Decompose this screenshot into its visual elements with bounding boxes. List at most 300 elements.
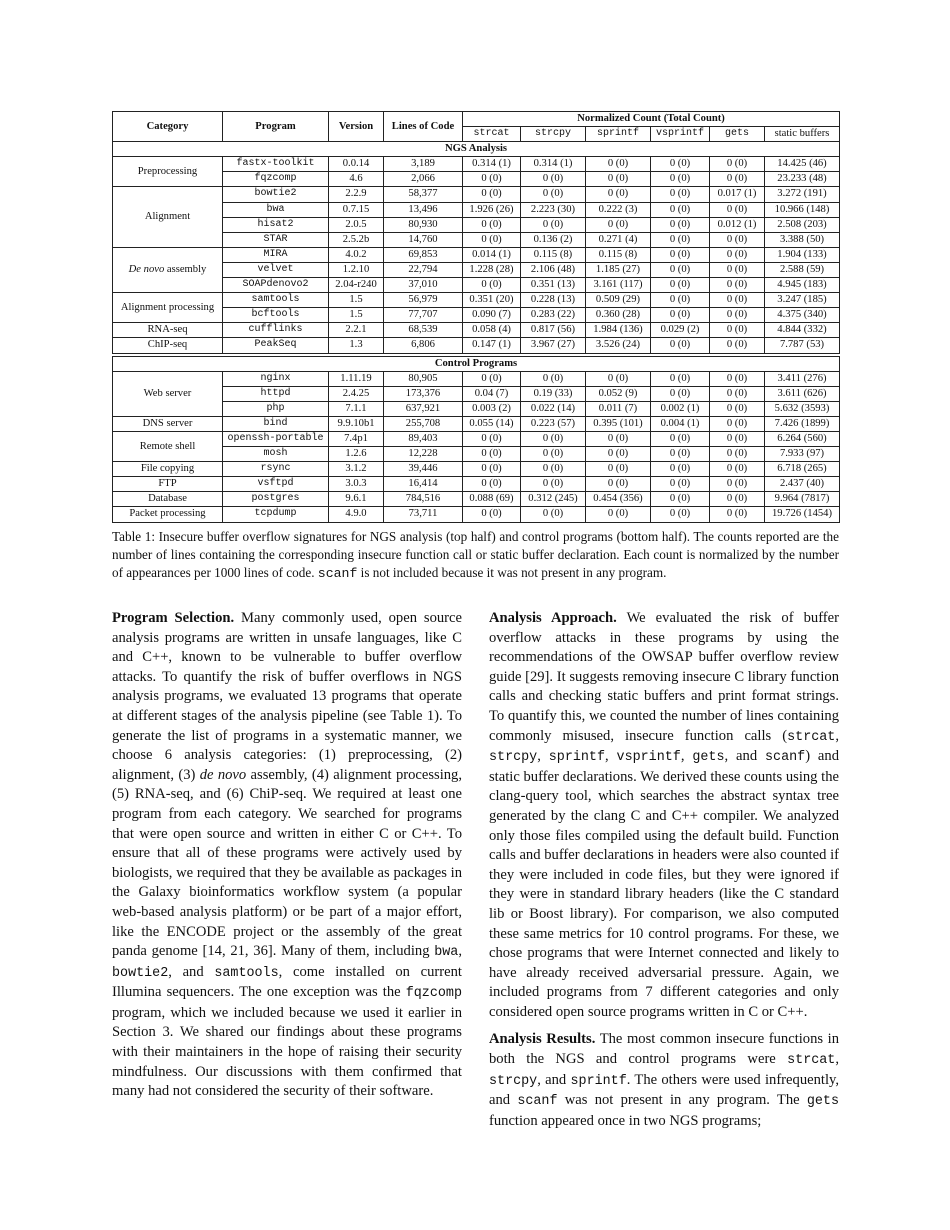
count-cell: 23.233 (48)	[765, 172, 840, 187]
count-cell: 6.264 (560)	[765, 431, 840, 446]
loc-cell: 37,010	[384, 278, 463, 293]
category-label: RNA-seq	[147, 324, 188, 336]
table-row	[113, 401, 840, 416]
version-cell: 1.5	[329, 308, 384, 323]
count-cell: 0.003 (2)	[463, 401, 521, 416]
count-cell: 1.185 (27)	[586, 262, 651, 277]
loc-cell: 12,228	[384, 447, 463, 462]
count-cell: 0.014 (1)	[463, 247, 521, 262]
table-row	[113, 507, 840, 522]
version-cell: 0.7.15	[329, 202, 384, 217]
count-cell: 0 (0)	[651, 187, 710, 202]
count-cell: 0.360 (28)	[586, 308, 651, 323]
inline-code: scanf	[765, 750, 806, 766]
count-cell: 0 (0)	[710, 386, 765, 401]
version-cell: 1.2.6	[329, 447, 384, 462]
count-cell: 0 (0)	[586, 431, 651, 446]
count-cell: 0.055 (14)	[463, 416, 521, 431]
count-cell: 0 (0)	[710, 262, 765, 277]
header-strcat: strcat	[463, 127, 521, 142]
loc-cell: 6,806	[384, 338, 463, 353]
version-cell: 9.6.1	[329, 492, 384, 507]
body-text: ,	[605, 748, 617, 765]
count-cell: 0 (0)	[521, 507, 586, 522]
count-cell: 7.933 (97)	[765, 447, 840, 462]
inline-code: sprintf	[570, 1073, 627, 1089]
loc-cell: 637,921	[384, 401, 463, 416]
count-cell: 1.904 (133)	[765, 247, 840, 262]
count-cell: 0.058 (4)	[463, 323, 521, 338]
category-label: assembly	[166, 263, 207, 275]
table-row	[113, 323, 840, 338]
analysis-approach-paragraph	[489, 609, 839, 1022]
count-cell: 0.19 (33)	[521, 386, 586, 401]
right-column	[489, 609, 839, 1139]
count-cell: 0.088 (69)	[463, 492, 521, 507]
count-cell: 0.052 (9)	[586, 386, 651, 401]
loc-cell: 13,496	[384, 202, 463, 217]
body-text: assembly, (4) alignment processing, (5) RNA-seq, and (6) ChiP-seq. We required at least one program from each category. We searched for programs that were open source and written in either C or C++. To ensure that all of these programs were actively used by biologists, we required that they be available as packages in the Galaxy bioinformatics workflow system (a popular web-based analysis platform) or be part of a major effort, like the ENCODE project or the assembly of the great panda genome [14, 21, 36]. Many of them, including	[112, 766, 463, 960]
count-cell: 0.314 (1)	[521, 157, 586, 172]
count-cell: 0.454 (356)	[586, 492, 651, 507]
body-text: function appeared once in two NGS programs;	[489, 1112, 762, 1129]
program-cell: postgres	[223, 492, 329, 507]
count-cell: 0.004 (1)	[651, 416, 710, 431]
count-cell: 0.351 (20)	[463, 293, 521, 308]
count-cell: 0 (0)	[710, 507, 765, 522]
analysis-approach-heading: Analysis Approach.	[489, 610, 617, 626]
version-cell: 2.0.5	[329, 217, 384, 232]
category-label: Packet processing	[129, 508, 206, 520]
count-cell: 19.726 (1454)	[765, 507, 840, 522]
count-cell: 0.115 (8)	[521, 247, 586, 262]
loc-cell: 58,377	[384, 187, 463, 202]
count-cell: 0 (0)	[710, 401, 765, 416]
loc-cell: 16,414	[384, 477, 463, 492]
inline-code: gets	[806, 1094, 840, 1110]
body-text: , and	[168, 963, 204, 980]
program-cell: velvet	[223, 262, 329, 277]
program-cell: fastx-toolkit	[223, 157, 329, 172]
version-cell: 4.0.2	[329, 247, 384, 262]
table-row	[113, 262, 840, 277]
table-row	[113, 447, 840, 462]
table-row	[113, 416, 840, 431]
header-normalized-count: Normalized Count (Total Count)	[463, 112, 840, 127]
count-cell: 7.787 (53)	[765, 338, 840, 353]
loc-cell: 89,403	[384, 431, 463, 446]
count-cell: 0 (0)	[586, 217, 651, 232]
version-cell: 4.9.0	[329, 507, 384, 522]
count-cell: 0 (0)	[710, 202, 765, 217]
count-cell: 0.017 (1)	[710, 187, 765, 202]
category-label: DNS server	[142, 417, 193, 429]
header-gets: gets	[710, 127, 765, 142]
inline-code: strcat	[787, 1053, 836, 1069]
program-cell: MIRA	[223, 247, 329, 262]
count-cell: 0 (0)	[710, 338, 765, 353]
header-sprintf: sprintf	[586, 127, 651, 142]
program-cell: PeakSeq	[223, 338, 329, 353]
category-cell	[113, 157, 223, 187]
count-cell: 5.632 (3593)	[765, 401, 840, 416]
table-row	[113, 338, 840, 353]
count-cell: 4.945 (183)	[765, 278, 840, 293]
count-cell: 0.395 (101)	[586, 416, 651, 431]
count-cell: 0 (0)	[710, 447, 765, 462]
count-cell: 0 (0)	[710, 247, 765, 262]
count-cell: 0 (0)	[651, 262, 710, 277]
program-selection-paragraph	[112, 609, 462, 1102]
version-cell: 2.5.2b	[329, 232, 384, 247]
category-cell	[113, 338, 223, 353]
count-cell: 2.588 (59)	[765, 262, 840, 277]
section-title: Control Programs	[113, 356, 840, 371]
version-cell: 3.0.3	[329, 477, 384, 492]
category-cell	[113, 431, 223, 461]
inline-code: gets	[692, 750, 725, 766]
inline-code: strcpy	[489, 750, 538, 766]
count-cell: 0 (0)	[521, 462, 586, 477]
count-cell: 0.029 (2)	[651, 323, 710, 338]
analysis-results-paragraph	[489, 1030, 839, 1131]
section-title: NGS Analysis	[113, 142, 840, 157]
caption-text: Insecure buffer overflow signatures for NGS analysis (top half) and control programs (bottom half). The counts reported are the number of lines containing the corresponding insecure function call or static buffer declaration. Each count is normalized by the number of appearances per 1000 lines of code.	[112, 529, 840, 580]
inline-code: strcpy	[489, 1073, 538, 1089]
program-cell: httpd	[223, 386, 329, 401]
inline-code: samtools	[214, 965, 279, 981]
count-cell: 0 (0)	[521, 172, 586, 187]
count-cell: 3.161 (117)	[586, 278, 651, 293]
program-cell: rsync	[223, 462, 329, 477]
table-caption	[112, 528, 839, 583]
count-cell: 3.411 (276)	[765, 371, 840, 386]
loc-cell: 39,446	[384, 462, 463, 477]
header-lines-of-code: Lines of Code	[384, 112, 463, 142]
count-cell: 0.115 (8)	[586, 247, 651, 262]
count-cell: 0 (0)	[651, 217, 710, 232]
version-cell: 3.1.2	[329, 462, 384, 477]
count-cell: 0 (0)	[463, 431, 521, 446]
category-cell	[113, 462, 223, 477]
section-header-row	[113, 142, 840, 157]
count-cell: 0 (0)	[586, 172, 651, 187]
category-cell	[113, 492, 223, 507]
body-text: was not present in any program. The	[564, 1092, 800, 1109]
count-cell: 0.312 (245)	[521, 492, 586, 507]
count-cell: 2.508 (203)	[765, 217, 840, 232]
table-row	[113, 247, 840, 262]
count-cell: 0.314 (1)	[463, 157, 521, 172]
category-cell	[113, 416, 223, 431]
count-cell: 0 (0)	[710, 293, 765, 308]
version-cell: 4.6	[329, 172, 384, 187]
category-cell	[113, 477, 223, 492]
category-label: Alignment	[144, 211, 191, 223]
count-cell: 0 (0)	[710, 371, 765, 386]
version-cell: 7.1.1	[329, 401, 384, 416]
header-category: Category	[113, 112, 223, 142]
count-cell: 6.718 (265)	[765, 462, 840, 477]
program-cell: bcftools	[223, 308, 329, 323]
table-row	[113, 477, 840, 492]
category-cell	[113, 323, 223, 338]
count-cell: 3.967 (27)	[521, 338, 586, 353]
program-cell: SOAPdenovo2	[223, 278, 329, 293]
program-cell: bwa	[223, 202, 329, 217]
count-cell: 0 (0)	[586, 371, 651, 386]
count-cell: 0.04 (7)	[463, 386, 521, 401]
category-cell	[113, 371, 223, 416]
program-cell: bind	[223, 416, 329, 431]
count-cell: 0.817 (56)	[521, 323, 586, 338]
loc-cell: 56,979	[384, 293, 463, 308]
count-cell: 0 (0)	[463, 172, 521, 187]
count-cell: 0 (0)	[710, 308, 765, 323]
count-cell: 0 (0)	[651, 371, 710, 386]
body-text: . The others were used infrequently, and	[489, 1071, 839, 1109]
category-cell	[113, 187, 223, 247]
program-cell: fqzcomp	[223, 172, 329, 187]
body-text: , and	[537, 1071, 567, 1088]
count-cell: 0 (0)	[463, 187, 521, 202]
table-row	[113, 308, 840, 323]
version-cell: 9.9.10b1	[329, 416, 384, 431]
count-cell: 0 (0)	[651, 507, 710, 522]
count-cell: 7.426 (1899)	[765, 416, 840, 431]
header-version: Version	[329, 112, 384, 142]
analysis-results-heading: Analysis Results.	[489, 1031, 596, 1048]
program-cell: openssh-portable	[223, 431, 329, 446]
count-cell: 0 (0)	[463, 447, 521, 462]
body-text: Many commonly used, open source analysis programs are written in unsafe languages, like C and C++, known to be vulnerable to buffer overflow attacks. To quantify the risk of buffer overflows in NGS analysis programs, we evaluated 13 programs that operate at different stages of the analysis pipeline (see Table 1). To generate the list of programs in a systematic manner, we choose 6 analysis categories: (1) preprocessing, (2) alignment, (3)	[112, 610, 462, 783]
program-cell: hisat2	[223, 217, 329, 232]
body-text: ,	[537, 748, 549, 765]
version-cell: 7.4p1	[329, 431, 384, 446]
inline-code: bowtie2	[112, 965, 169, 981]
program-cell: nginx	[223, 371, 329, 386]
count-cell: 0 (0)	[710, 477, 765, 492]
count-cell: 0 (0)	[651, 202, 710, 217]
program-cell: STAR	[223, 232, 329, 247]
count-cell: 14.425 (46)	[765, 157, 840, 172]
count-cell: 10.966 (148)	[765, 202, 840, 217]
category-label: ChIP-seq	[147, 339, 188, 351]
count-cell: 0 (0)	[521, 371, 586, 386]
count-cell: 2.106 (48)	[521, 262, 586, 277]
table-row	[113, 157, 840, 172]
table-row	[113, 462, 840, 477]
version-cell: 1.2.10	[329, 262, 384, 277]
count-cell: 0.002 (1)	[651, 401, 710, 416]
count-cell: 0 (0)	[463, 232, 521, 247]
program-cell: tcpdump	[223, 507, 329, 522]
count-cell: 0 (0)	[710, 492, 765, 507]
table-row	[113, 217, 840, 232]
count-cell: 0 (0)	[463, 371, 521, 386]
count-cell: 0 (0)	[651, 338, 710, 353]
header-vsprintf: vsprintf	[651, 127, 710, 142]
body-text: ) and static buffer declarations. We derived these counts using the clang-query tool, which searches the abstract syntax tree generated by the clang C and C++ compiler. We analyzed only those files compiled using the default build. Function calls and buffer declarations in headers were also counted if they were included in code files, but they were ignored if they were in standard library headers (like the C standard lib or Boost library). For comparison, we also computed these same metrics for 10 control programs. For these, we chose programs that were Internet connected and likely to have already received adversarial pressure. Again, we included programs from 7 different categories and only considered open source programs written in C or C++.	[489, 748, 839, 1020]
version-cell: 1.5	[329, 293, 384, 308]
count-cell: 3.388 (50)	[765, 232, 840, 247]
loc-cell: 73,711	[384, 507, 463, 522]
count-cell: 0.011 (7)	[586, 401, 651, 416]
count-cell: 4.844 (332)	[765, 323, 840, 338]
body-text: ,	[458, 943, 462, 960]
program-selection-heading: Program Selection.	[112, 610, 235, 626]
body-text: , come installed on current Illumina sequencers. The one exception was the	[112, 963, 462, 1001]
body-italic: de novo	[199, 766, 247, 783]
count-cell: 0 (0)	[710, 462, 765, 477]
loc-cell: 2,066	[384, 172, 463, 187]
loc-cell: 22,794	[384, 262, 463, 277]
count-cell: 0 (0)	[651, 386, 710, 401]
program-cell: vsftpd	[223, 477, 329, 492]
count-cell: 0 (0)	[586, 462, 651, 477]
section-header-row	[113, 356, 840, 371]
count-cell: 0 (0)	[586, 477, 651, 492]
category-label: FTP	[158, 478, 177, 490]
body-text: ,	[680, 748, 693, 765]
count-cell: 2.437 (40)	[765, 477, 840, 492]
inline-code: fqzcomp	[405, 986, 462, 1002]
version-cell: 0.0.14	[329, 157, 384, 172]
table-row	[113, 293, 840, 308]
loc-cell: 69,853	[384, 247, 463, 262]
program-cell: samtools	[223, 293, 329, 308]
count-cell: 1.228 (28)	[463, 262, 521, 277]
count-cell: 0 (0)	[651, 477, 710, 492]
category-cell	[113, 293, 223, 323]
count-cell: 0 (0)	[651, 247, 710, 262]
count-cell: 0 (0)	[710, 172, 765, 187]
body-text: ,	[835, 727, 839, 744]
count-cell: 0.022 (14)	[521, 401, 586, 416]
count-cell: 0 (0)	[586, 507, 651, 522]
table-row	[113, 386, 840, 401]
table-row	[113, 202, 840, 217]
loc-cell: 3,189	[384, 157, 463, 172]
count-cell: 2.223 (30)	[521, 202, 586, 217]
category-label: Preprocessing	[137, 165, 198, 177]
count-cell: 0.147 (1)	[463, 338, 521, 353]
loc-cell: 80,930	[384, 217, 463, 232]
inline-code: vsprintf	[616, 750, 681, 766]
left-column	[112, 609, 462, 1110]
count-cell: 0 (0)	[521, 187, 586, 202]
loc-cell: 68,539	[384, 323, 463, 338]
count-cell: 0 (0)	[651, 293, 710, 308]
inline-code: scanf	[517, 1094, 558, 1110]
version-cell: 1.3	[329, 338, 384, 353]
count-cell: 0 (0)	[463, 278, 521, 293]
count-cell: 0 (0)	[463, 477, 521, 492]
count-cell: 0.136 (2)	[521, 232, 586, 247]
count-cell: 0 (0)	[651, 431, 710, 446]
count-cell: 0 (0)	[710, 416, 765, 431]
count-cell: 0.271 (4)	[586, 232, 651, 247]
loc-cell: 173,376	[384, 386, 463, 401]
count-cell: 0 (0)	[463, 462, 521, 477]
count-cell: 0 (0)	[651, 308, 710, 323]
version-cell: 2.4.25	[329, 386, 384, 401]
count-cell: 0 (0)	[586, 447, 651, 462]
results-table	[112, 111, 840, 523]
body-text: , and	[724, 748, 765, 765]
count-cell: 0 (0)	[651, 447, 710, 462]
count-cell: 0 (0)	[521, 477, 586, 492]
header-program: Program	[223, 112, 329, 142]
table-row	[113, 431, 840, 446]
table-body	[113, 142, 840, 522]
category-label: Remote shell	[139, 440, 196, 452]
count-cell: 0 (0)	[463, 217, 521, 232]
count-cell: 4.375 (340)	[765, 308, 840, 323]
count-cell: 0 (0)	[651, 492, 710, 507]
loc-cell: 80,905	[384, 371, 463, 386]
count-cell: 0.509 (29)	[586, 293, 651, 308]
inline-code: sprintf	[548, 750, 605, 766]
count-cell: 0 (0)	[463, 507, 521, 522]
count-cell: 0 (0)	[521, 447, 586, 462]
category-cell	[113, 507, 223, 522]
count-cell: 0 (0)	[710, 323, 765, 338]
count-cell: 0 (0)	[651, 157, 710, 172]
count-cell: 0 (0)	[586, 157, 651, 172]
count-cell: 3.526 (24)	[586, 338, 651, 353]
count-cell: 0 (0)	[651, 172, 710, 187]
count-cell: 1.926 (26)	[463, 202, 521, 217]
program-cell: cufflinks	[223, 323, 329, 338]
count-cell: 0 (0)	[521, 217, 586, 232]
table-row	[113, 187, 840, 202]
count-cell: 0 (0)	[710, 232, 765, 247]
table-row	[113, 172, 840, 187]
loc-cell: 784,516	[384, 492, 463, 507]
body-text: ,	[835, 1051, 839, 1068]
count-cell: 0 (0)	[710, 431, 765, 446]
category-label: File copying	[140, 463, 195, 475]
table-row	[113, 371, 840, 386]
count-cell: 0 (0)	[651, 278, 710, 293]
version-cell: 2.04-r240	[329, 278, 384, 293]
header-static-buffers: static buffers	[765, 127, 840, 142]
count-cell: 0.222 (3)	[586, 202, 651, 217]
table-row	[113, 492, 840, 507]
program-cell: mosh	[223, 447, 329, 462]
body-text: We evaluated the risk of buffer overflow attacks in these programs by using the recommendations of the OWSAP buffer overflow review guide [29]. It suggests removing insecure C library function calls and checking static buffers and print format strings. To quantify this, we counted the number of lines containing commonly misused, insecure function calls (	[489, 610, 840, 744]
count-cell: 0 (0)	[586, 187, 651, 202]
count-cell: 0.012 (1)	[710, 217, 765, 232]
count-cell: 0.228 (13)	[521, 293, 586, 308]
count-cell: 0.283 (22)	[521, 308, 586, 323]
caption-text-end: is not included because it was not present in any program.	[360, 565, 667, 580]
loc-cell: 77,707	[384, 308, 463, 323]
caption-code: scanf	[317, 566, 358, 581]
count-cell: 0.351 (13)	[521, 278, 586, 293]
count-cell: 0 (0)	[710, 157, 765, 172]
category-label: Alignment processing	[120, 301, 215, 313]
count-cell: 0 (0)	[651, 232, 710, 247]
inline-code: strcat	[787, 729, 836, 745]
loc-cell: 14,760	[384, 232, 463, 247]
count-cell: 9.964 (7817)	[765, 492, 840, 507]
category-italic: De novo	[128, 263, 165, 275]
body-text: The most common insecure functions in both the NGS and control programs were	[489, 1031, 840, 1068]
count-cell: 3.247 (185)	[765, 293, 840, 308]
loc-cell: 255,708	[384, 416, 463, 431]
